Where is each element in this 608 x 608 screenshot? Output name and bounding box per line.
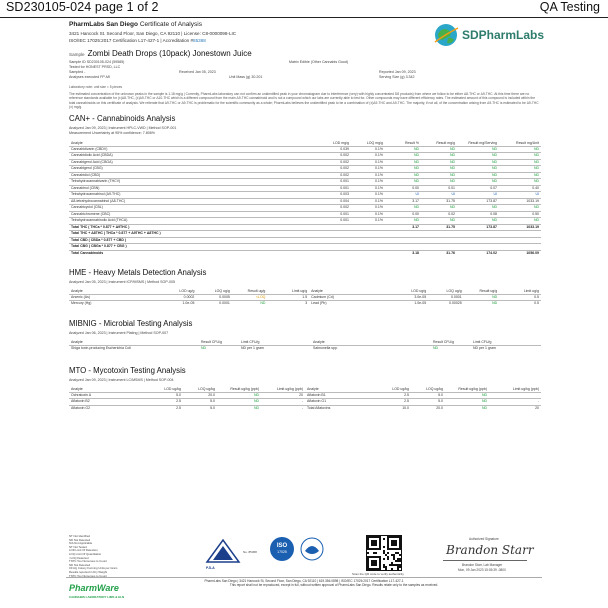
table-cell: Total Cannabinoids (69, 250, 385, 256)
table-row (69, 345, 541, 351)
table-cell: ND (457, 179, 499, 186)
table-cell: UI (499, 192, 541, 199)
sdpharmlabs-logo (432, 22, 554, 48)
pjla-badge-icon (205, 538, 241, 566)
table-cell: ND (457, 218, 499, 225)
table-cell: Cadmium (Cd) (309, 294, 393, 301)
table-row (69, 405, 541, 411)
table-cell: 0.1% (351, 146, 385, 153)
signature-date: Mon, 09 Jan 2023 15:05:39 -0800 (458, 568, 506, 572)
column-header: Result ug/kg (ppb) (230, 386, 259, 391)
abbreviations-list (69, 535, 117, 578)
qr-module (399, 560, 401, 562)
column-header: Analyte (71, 140, 83, 145)
table-cell: 0.0005 (196, 294, 232, 301)
table-cell: 0.00025 (428, 301, 464, 307)
table-cell: Lead (Pb) (309, 301, 393, 307)
logo-text: SDPharmLabs (462, 28, 545, 42)
column-header: LOQ ug/g (214, 288, 230, 293)
table-cell: 0.02 (421, 211, 457, 218)
info-reported: Reported Jan 09, 2023 (379, 70, 416, 74)
table-cell: ND (385, 179, 421, 186)
lab-name: PharmLabs San Diego (69, 21, 138, 28)
column-header: Result ug/g (247, 288, 266, 293)
lab-address: 3421 Hancock St. Second Floor, San Diego, CA 92110 | License: C8-0000098-LIC (69, 31, 237, 36)
table-cell: ND (385, 218, 421, 225)
table-cell: ND (445, 405, 489, 411)
column-header: Result mg/Unit (516, 140, 539, 145)
qr-module (367, 552, 369, 554)
table-cell: ND (457, 172, 499, 179)
qr-module (399, 566, 401, 568)
table-cell: 1056.09 (499, 250, 541, 256)
table-cell: 0.0001 (196, 301, 232, 307)
column-header: LOD mg/g (333, 140, 349, 145)
globe-icon (432, 22, 460, 48)
table-cell: Aflatoxin G2 (69, 405, 149, 411)
column-header: Result % (404, 140, 419, 145)
table-cell: 3.0e-05 (393, 294, 429, 301)
table-cell: Total CBG ( CBGa * 0.877 + CBG ) (69, 244, 385, 251)
table-cell: 0.08 (457, 211, 499, 218)
table-cell: Cannabichromene (CBC) (69, 211, 317, 218)
myco-title: MTO - Mycotoxin Testing Analysis (69, 366, 186, 375)
table-cell: 1.0e-05 (393, 301, 429, 307)
table-cell: ND (499, 159, 541, 166)
table-cell: Aflatoxin B2 (69, 399, 149, 406)
cannabinoids-sub1: Analyzed Jan 09, 2023 | Instrument HPLC-VWD | Method SOP-001 (69, 126, 177, 130)
iso-badge (270, 537, 294, 561)
info-unit-mass: Unit Mass (g) 30.201 (229, 75, 263, 79)
table-cell: 3.18 (385, 250, 421, 256)
table-cell: ND per 1 gram (239, 345, 311, 351)
ilac-badge-icon (300, 537, 324, 561)
column-header: Result ug/kg (ppb) (458, 386, 487, 391)
table-cell: 5.0 (411, 392, 445, 399)
info-analyses: Analyses executed FP-MI (69, 75, 110, 79)
table-cell: 31.75 (421, 224, 457, 231)
table-cell: Cannabicyclol (CBL) (69, 205, 317, 212)
cannabinoids-title: CAN+ - Cannabinoids Analysis (69, 114, 176, 123)
abbreviation: ND Not Detected (69, 562, 91, 567)
table-cell: ND (464, 301, 500, 307)
table-cell: ND (232, 301, 268, 307)
sample-name: Zombi Death Drops (10pack) Jonestown Juice (87, 49, 252, 58)
table-cell: ND (499, 218, 541, 225)
lab-accreditation: ISO/IEC 17025:2017 Certification L17-427-1 | Accreditation #85368 (69, 37, 206, 43)
signature: Brandon Starr (446, 543, 534, 557)
table-cell: 20.0 (183, 392, 217, 399)
verification-qr-code[interactable] (366, 535, 402, 571)
footer-line1: PharmLabs San Diego | 3421 Hancock St, Second Floor, San Diego, CA 92110 | 619.356.0898 | ISO/IEC 17025:2017 Certification L17-427-1 (204, 579, 404, 583)
lab-address-block (69, 31, 236, 44)
table-cell: ND (457, 205, 499, 212)
table-cell: Arsenic (As) (69, 294, 161, 301)
column-header: Limit ug/g (291, 288, 308, 293)
table-cell: Mercury (Hg) (69, 301, 161, 307)
table-cell: 0.001 (317, 218, 351, 225)
table-cell: 0.5 (499, 301, 541, 307)
info-matrix: Matrix Edible (Other Cannabis Good) (289, 60, 349, 64)
table-cell: 0.1% (351, 166, 385, 173)
table-cell: 0.1% (351, 172, 385, 179)
table-cell: 174.02 (457, 250, 499, 256)
table-cell: ND (499, 179, 541, 186)
column-header: Result mg/Serving (468, 140, 497, 145)
metals-sub1: Analyzed Jan 05, 2023 | Instrument ICP/MSMS | Method SOP-005 (69, 280, 175, 284)
abbreviation: TNTC Too Numerous to Count (69, 559, 107, 564)
table-cell: 20 (261, 392, 305, 399)
signature-label: Authorized Signature (469, 537, 499, 541)
table-cell: - (261, 405, 305, 411)
abbreviation: NT Not Identified (69, 534, 90, 538)
column-header: Analyte (71, 339, 83, 344)
micro-table (69, 338, 541, 351)
table-cell: Δ8-tetrahydrocannabinol (Δ8-THC) (69, 198, 317, 205)
metals-title: HME - Heavy Metals Detection Analysis (69, 268, 207, 277)
table-cell: ND (421, 218, 457, 225)
table-cell: 173.87 (457, 224, 499, 231)
table-cell: 0.1% (351, 185, 385, 192)
doc-type: Certificate of Analysis (139, 21, 202, 28)
column-header: Analyte (71, 386, 83, 391)
header-divider (0, 17, 608, 18)
table-cell: 0.01 (421, 185, 457, 192)
table-cell: ND (445, 399, 489, 406)
table-cell: Tetrahydrocannabivarin (THCV) (69, 179, 317, 186)
accreditation-link[interactable]: 85368 (193, 37, 206, 43)
table-cell: 20.0 (411, 405, 445, 411)
table-cell: ND (457, 166, 499, 173)
table-cell: ND (199, 345, 239, 351)
table-cell: 1033.19 (499, 224, 541, 231)
column-header: Analyte (313, 339, 325, 344)
column-header: Result CFU/g (201, 339, 223, 344)
qr-module (387, 552, 389, 554)
qr-finder (391, 540, 397, 546)
column-header: LOD ug/g (411, 288, 427, 293)
table-cell: ND (431, 345, 471, 351)
column-header: Result CFU/g (433, 339, 455, 344)
abbreviation: <LOQ Detected (69, 555, 89, 560)
column-header: LOQ ug/g (446, 288, 462, 293)
table-cell: 0.002 (317, 172, 351, 179)
table-cell: 2.5 (377, 399, 411, 406)
table-cell: 0.1% (351, 211, 385, 218)
table-cell: ND (217, 399, 261, 406)
qr-finder (371, 560, 377, 566)
column-header: LOD ug/g (179, 288, 195, 293)
lab-title (69, 21, 202, 28)
table-cell: Shiga toxin-producing Escherichia Coli (69, 345, 199, 351)
table-cell: ND (421, 153, 457, 160)
micro-sub1: Analyzed Jan 06, 2023 | Instrument Plating | Method SOP-007 (69, 331, 169, 335)
cannabinoids-table (69, 139, 541, 256)
abbreviation: LOQ Limit Of Quantitation (69, 551, 102, 556)
info-serving-size: Serving Size (g) 3.342 (379, 75, 415, 79)
myco-table (69, 385, 541, 411)
signer-title: Brandon Starr, Lab Manager (462, 563, 503, 567)
info-sample-id: Sample ID SD230105-024 (59585) (69, 60, 125, 64)
column-header: LOQ ug/kg (426, 386, 443, 391)
table-cell: 0.002 (317, 159, 351, 166)
qr-module (383, 538, 385, 540)
table-row (69, 301, 541, 307)
table-cell: ND (499, 146, 541, 153)
table-cell: 1.5 (267, 294, 309, 301)
table-cell: 0.003 (317, 192, 351, 199)
table-cell: Cannabinol (CBN) (69, 185, 317, 192)
pharmware-logo: PharmWare (69, 583, 119, 593)
table-cell: - (489, 399, 541, 406)
table-cell: 2.5 (377, 392, 411, 399)
pjla-label: PJLA (206, 566, 215, 570)
abbreviation: NT Not Tested (69, 544, 87, 549)
pharmware-tagline: CANNABIS LABORATORY LIMS & ELN (69, 595, 125, 599)
table-cell: Total THC ( THCa * 0.877 + Δ9THC ) (69, 224, 385, 231)
table-cell: ND (499, 153, 541, 160)
column-header: Limit ug/kg (ppb) (512, 386, 539, 391)
pjla-number: No. 85368 (243, 550, 257, 554)
abbreviation: CFU/g Colony Forming Units per Gram (69, 566, 118, 571)
table-cell: UI (385, 192, 421, 199)
table-cell: 0.1% (351, 205, 385, 212)
doc-id: SD230105-024 page 1 of 2 (6, 0, 159, 14)
qr-module (399, 554, 401, 556)
footer-line2: This report shall not be reproduced, except in full, without written approval of PharmLabs San Diego. Results relate only to the samples as received. (229, 583, 439, 587)
table-cell: UI (421, 192, 457, 199)
table-cell: Salmonella spp. (311, 345, 431, 351)
table-cell: ND (385, 205, 421, 212)
table-cell: 3 (267, 301, 309, 307)
table-cell: UI (457, 192, 499, 199)
table-cell: 0.00 (385, 211, 421, 218)
table-cell: 0.5 (499, 294, 541, 301)
table-cell: Aflatoxin G1 (305, 399, 377, 406)
table-cell: 1.0e-05 (161, 301, 197, 307)
abbreviation: LOD Limit Of Detection (69, 548, 98, 553)
table-cell: 0.1% (351, 198, 385, 205)
table-cell: 5.0 (149, 392, 183, 399)
column-header: LOQ ug/kg (198, 386, 215, 391)
table-cell: ND (385, 172, 421, 179)
myco-sub1: Analyzed Jan 09, 2023 | Instrument LC/MSMS | Method SOP-004 (69, 378, 174, 382)
column-header: LOQ mg/g (366, 140, 383, 145)
table-cell: ND (421, 166, 457, 173)
table-cell: ND (385, 146, 421, 153)
table-cell: ND (445, 392, 489, 399)
table-cell: 0.00 (385, 185, 421, 192)
table-cell: ND (385, 159, 421, 166)
table-cell: ND (457, 159, 499, 166)
info-sampled: Sampled - (69, 70, 86, 74)
table-cell: ND (385, 153, 421, 160)
table-cell: 20 (489, 405, 541, 411)
table-cell: Cannabidiol (CBD) (69, 172, 317, 179)
table-cell: 2.5 (149, 405, 183, 411)
column-header: Limit ug/kg (ppb) (276, 386, 303, 391)
iso-sub: 17025 (277, 550, 287, 554)
table-cell: 0.039 (317, 146, 351, 153)
abbreviation: N/A Not Applicable (69, 541, 93, 546)
metals-table (69, 287, 541, 307)
column-header: Analyte (307, 386, 319, 391)
qr-module (387, 558, 389, 560)
table-cell: ND (421, 172, 457, 179)
table-cell: 5.0 (183, 405, 217, 411)
qr-module (383, 546, 385, 548)
table-cell: 0.002 (317, 166, 351, 173)
info-tested-for: Tested for HONEST PRSD, LLC (69, 65, 121, 69)
table-cell: ND (421, 146, 457, 153)
column-header: Result mg/g (436, 140, 455, 145)
column-header: Limit CFU/g (473, 339, 492, 344)
table-cell: Cannabidivarin (CBDV) (69, 146, 317, 153)
table-cell: 0.40 (499, 185, 541, 192)
table-cell: 0.1% (351, 218, 385, 225)
table-cell: 31.76 (421, 250, 457, 256)
table-cell: ND (499, 205, 541, 212)
table-cell: 0.0001 (428, 294, 464, 301)
table-cell: ND (421, 159, 457, 166)
table-cell: 0.002 (317, 205, 351, 212)
qr-module (383, 558, 385, 560)
table-cell: - (261, 399, 305, 406)
table-cell: ND (421, 205, 457, 212)
column-header: Analyte (311, 288, 323, 293)
table-cell: 0.001 (317, 185, 351, 192)
table-cell: Total CBD ( CBDa * 0.877 + CBD ) (69, 237, 385, 244)
sample-title (69, 49, 252, 58)
table-cell: Cannabidiolic Acid (CBDA) (69, 153, 317, 160)
table-cell: ND (421, 179, 457, 186)
table-cell: 1033.19 (499, 198, 541, 205)
table-cell: Total THC + Δ8THC ( THCa * 0.877 + Δ9THC + Δ8THC ) (69, 231, 385, 238)
qr-finder (371, 540, 377, 546)
table-cell: 5.0 (411, 399, 445, 406)
table-cell: Ochratoxin A (69, 392, 149, 399)
table-cell: 0.07 (457, 185, 499, 192)
column-header: LOD ug/kg (164, 386, 181, 391)
disclaimer: The estimated concentration of the unknown peaks in the sample is 1.18 mg/g | Currently, PharmLabs laboratory can not confirm an unidentified peak in your chromatogram due to interference (very) with highly concentrated D8 products) from where we follow to be either Δ8-THC or Δ9-THC. At this time there are no reference standards available for (±)Δ8-THC, (±)Δ9-THC or Δ10-THC which is a different compound from the main Δ9-THC cannabinoid and is not a compound which our labs are currently able to test for. Other compounds may have different efficiency rates. The estimated amount of this compound is included within the total cannabinoids on this certificate of analysis. We reiterate that Δ9-THC or Δ9-THC is problematic for the scientific community as a whole; PharmLabs believes the unidentified peak to be a combination of (±)Δ9-THC and Δ9-THC. The majority, if not all, of the concentration arising from Δ9-THC is estimated to be Δ9-THC (±) mg/g. (69, 92, 539, 109)
abbreviation: Results reported in Dry Weight (69, 569, 108, 574)
qr-module (391, 568, 393, 570)
column-header: Limit CFU/g (241, 339, 260, 344)
table-cell: 0.1% (351, 153, 385, 160)
qr-module (375, 552, 377, 554)
table-cell: <LOQ (232, 294, 268, 301)
table-cell: Total Aflatoxins (305, 405, 377, 411)
table-cell: 0.004 (317, 198, 351, 205)
table-cell: 5.0 (183, 399, 217, 406)
table-cell: ND (464, 294, 500, 301)
table-cell: 2.5 (149, 399, 183, 406)
table-cell: 0.50 (499, 211, 541, 218)
table-cell: Cannabigerol (CBG) (69, 166, 317, 173)
table-cell: 0.001 (317, 211, 351, 218)
table-cell: 3.17 (385, 198, 421, 205)
table-cell: Tetrahydrocannabinolic Acid (THCA) (69, 218, 317, 225)
table-cell: 0.1% (351, 159, 385, 166)
table-cell: 0.0002 (161, 294, 197, 301)
column-header: Analyte (71, 288, 83, 293)
table-cell: 31.75 (421, 198, 457, 205)
table-cell: ND (499, 166, 541, 173)
lab-note: Laboratory note: unit size = 5 pieces (69, 85, 123, 89)
table-cell: 173.87 (457, 198, 499, 205)
totals-row (69, 250, 541, 256)
column-header: LOD ug/kg (392, 386, 409, 391)
table-cell: Tetrahydrocannabinol (Δ9-THC) (69, 192, 317, 199)
info-received: Received Jan 05, 2023 (179, 70, 216, 74)
table-cell: Aflatoxin B1 (305, 392, 377, 399)
signature-line (443, 560, 527, 561)
table-cell: 10.0 (377, 405, 411, 411)
table-cell: ND (385, 166, 421, 173)
abbreviation: TNTC Too Numerous to Count (69, 573, 107, 578)
table-cell: ND (499, 172, 541, 179)
cannabinoids-sub2: Measurement Uncertainty at 95% confidence: 7.806% (69, 131, 155, 135)
qr-module (397, 568, 399, 570)
table-cell: ND (457, 153, 499, 160)
iso-text: ISO (276, 543, 288, 549)
abbreviation: ND Not Detected (69, 537, 91, 542)
table-cell: 3.17 (385, 224, 421, 231)
qa-label: QA Testing (539, 0, 600, 14)
table-cell: 0.1% (351, 192, 385, 199)
qr-module (385, 568, 387, 570)
column-header: Limit ug/g (523, 288, 539, 293)
table-cell: Cannabigerol Acid (CBGA) (69, 159, 317, 166)
table-cell: ND (457, 146, 499, 153)
qr-caption: Scan the QR code to verify authenticity (352, 572, 404, 576)
table-cell: 0.1% (351, 179, 385, 186)
column-header: Result ug/g (479, 288, 498, 293)
table-cell: 0.001 (317, 179, 351, 186)
micro-title: MIBNIG - Microbial Testing Analysis (69, 319, 193, 328)
sample-label: Sample (69, 52, 85, 57)
table-cell: 0.002 (317, 153, 351, 160)
table-cell: ND (217, 392, 261, 399)
table-cell: ND per 1 gram (471, 345, 541, 351)
table-cell: ND (217, 405, 261, 411)
